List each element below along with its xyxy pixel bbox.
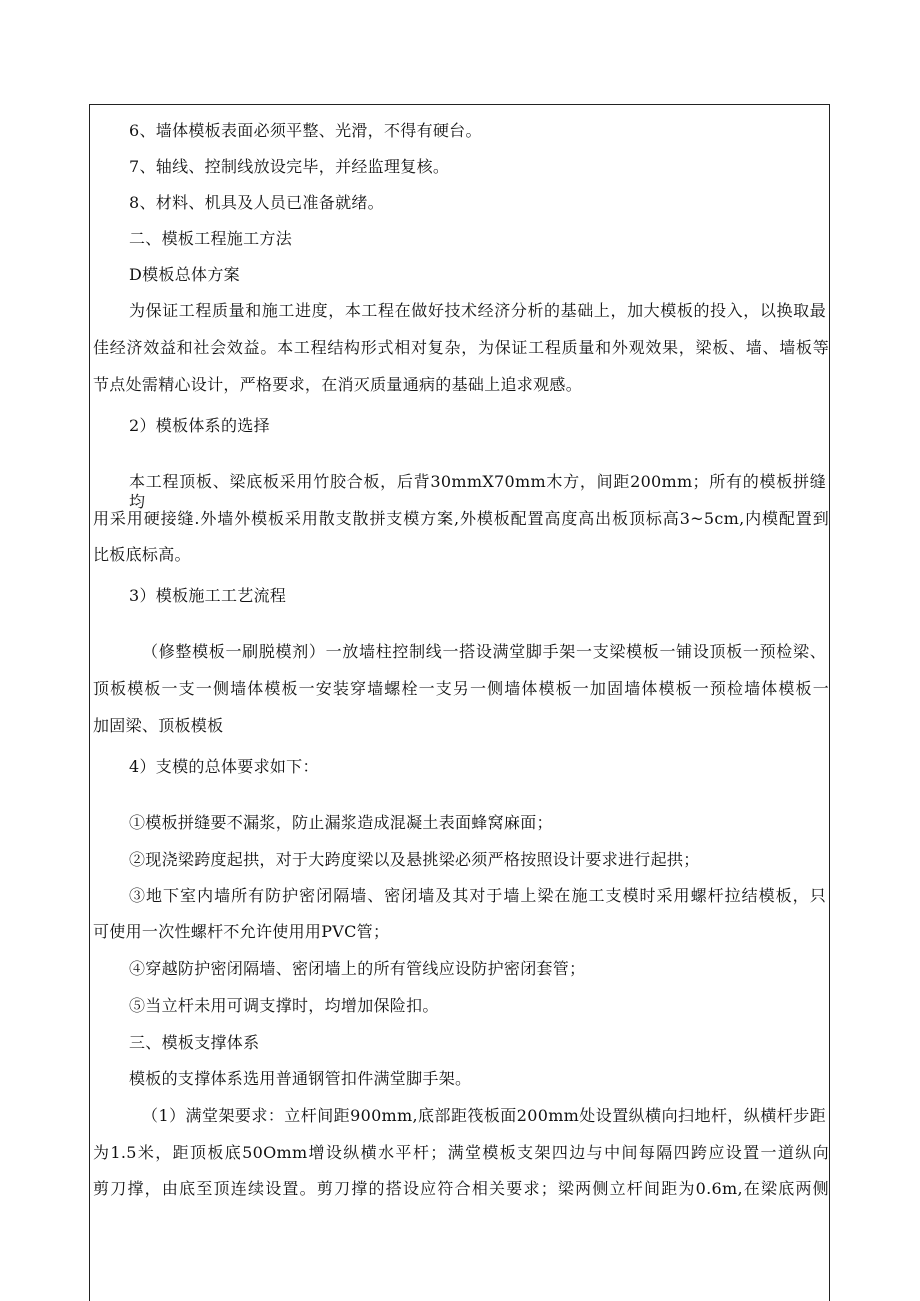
support-system-intro: 模板的支撑体系选用普通钢管扣件满堂脚手架。 — [129, 1069, 472, 1088]
paragraph-line-1: 为保证工程质量和施工进度，本工程在做好技术经济分析的基础上，加大模板的投入，以换取最 — [129, 301, 826, 320]
subheading-2: 2）模板体系的选择 — [129, 416, 270, 435]
scaffold-req-line-3: 剪刀撑，由底至顶连续设置。剪刀撑的搭设应符合相关要求；梁两侧立杆间距为0.6m,在梁底两侧 — [93, 1179, 829, 1198]
paragraph-line-7: （修整模板一刷脱模剂）一放墙柱控制线一搭设满堂脚手架一支梁模板一铺设顶板一预检梁、 — [142, 642, 826, 661]
paragraph-line-6: 比板底标高。 — [93, 545, 191, 564]
requirement-1: ①模板拼缝要不漏浆，防止漏浆造成混凝土表面蜂窝麻面； — [129, 813, 553, 832]
requirement-5: ⑤当立杆未用可调支撑时，均增加保险扣。 — [129, 996, 439, 1015]
paragraph-line-2: 佳经济效益和社会效益。本工程结构形式相对复杂，为保证工程质量和外观效果，梁板、墙、墙板等 — [93, 338, 829, 357]
text-line-1: 6、墙体模板表面必须平整、光滑，不得有硬台。 — [129, 121, 482, 140]
paragraph-line-3: 节点处需精心设计，严格要求，在消灭质量通病的基础上追求观感。 — [93, 375, 583, 394]
requirement-3-line-1: ③地下室内墙所有防护密闭隔墙、密闭墙及其对于墙上梁在施工支模时采用螺杆拉结模板，只 — [129, 886, 826, 905]
subheading-4: 4）支模的总体要求如下： — [129, 757, 319, 776]
text-line-2: 7、轴线、控制线放设完毕，并经监理复核。 — [129, 157, 450, 176]
scaffold-req-line-1: （1）满堂架要求：立杆间距900mm,底部距筏板面200mm处设置纵横向扫地杆，纵横杆步距 — [142, 1106, 826, 1125]
subheading-1: D模板总体方案 — [129, 265, 240, 284]
text-line-3: 8、材料、机具及人员已准备就绪。 — [129, 193, 384, 212]
scaffold-req-line-2: 为1.5米，距顶板底50Omm增设纵横水平杆；满堂模板支架四边与中间每隔四跨应设置一道纵向 — [93, 1143, 829, 1162]
paragraph-line-8: 顶板模板一支一侧墙体模板一安装穿墙螺栓一支另一侧墙体模板一加固墙体模板一预检墙体模板一 — [93, 679, 829, 698]
requirement-3-line-2: 可使用一次性螺杆不允许使用用PVC管； — [93, 922, 390, 941]
requirement-2: ②现浇梁跨度起拱，对于大跨度梁以及悬挑梁必须严格按照设计要求进行起拱； — [129, 850, 700, 869]
section-heading-3: 三、模板支撑体系 — [129, 1033, 260, 1052]
paragraph-line-9: 加固梁、顶板模板 — [93, 716, 224, 735]
requirement-4: ④穿越防护密闭隔墙、密闭墙上的所有管线应设防护密闭套管； — [129, 959, 586, 978]
section-heading-2: 二、模板工程施工方法 — [129, 229, 293, 248]
subheading-3: 3）模板施工工艺流程 — [129, 586, 287, 605]
paragraph-line-5: 用采用硬接缝.外墙外模板采用散支散拼支模方案,外模板配置高度高出板顶标高3~5cm,内模配置到 — [93, 509, 829, 528]
paragraph-line-4: 本工程顶板、梁底板采用竹胶合板，后背30mmX70mm木方，间距200mm；所有的模板拼缝均 — [129, 472, 826, 511]
